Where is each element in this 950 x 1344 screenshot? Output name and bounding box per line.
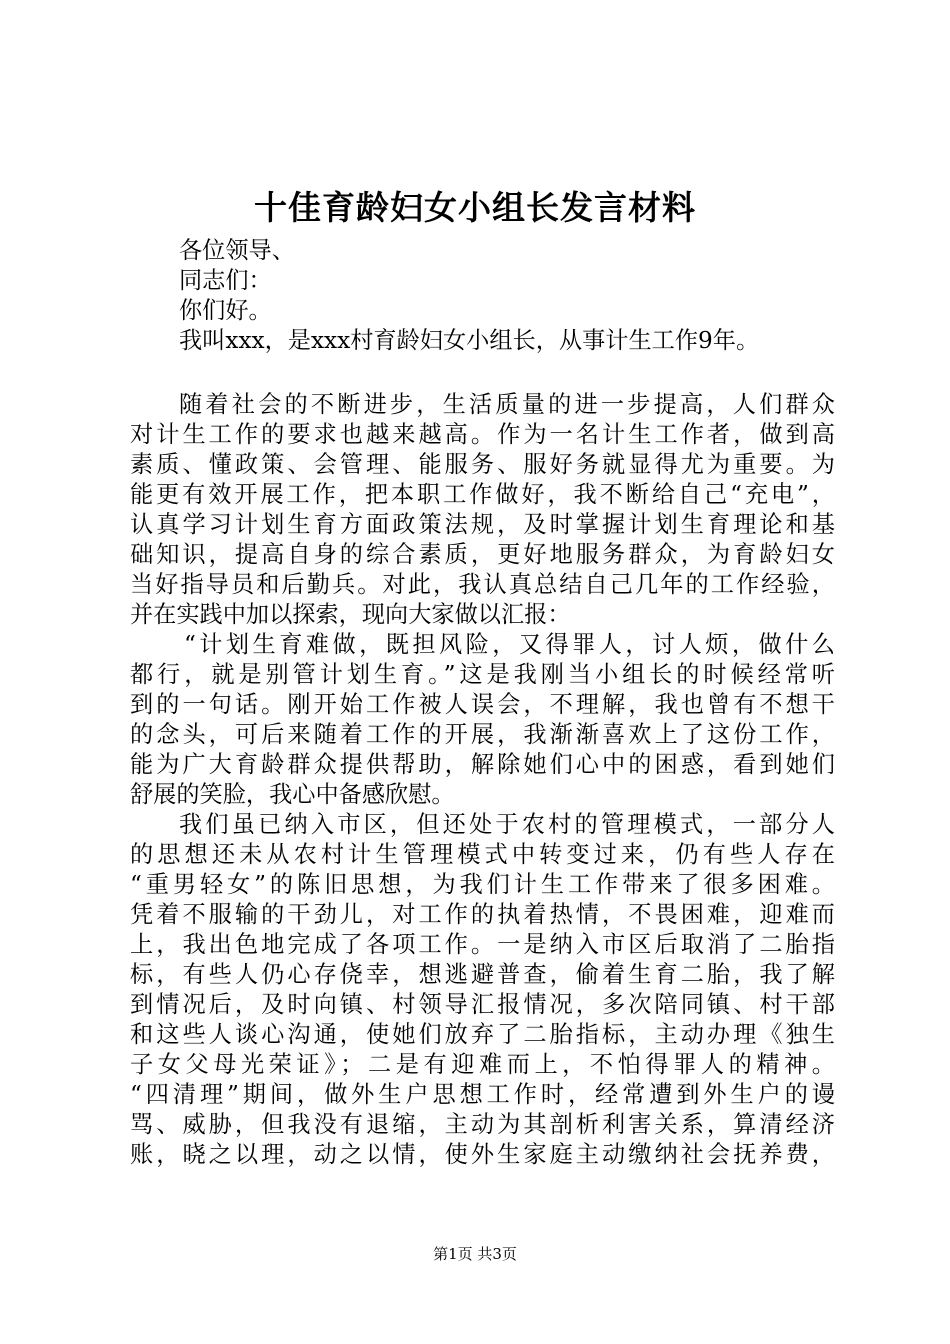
paragraph-line: 对计生工作的要求也越来越高。作为一名计生工作者，做到高	[130, 421, 835, 448]
paragraph-line: 随着社会的不断进步，生活质量的进一步提高，人们群众	[179, 391, 835, 418]
paragraph-line: 当好指导员和后勤兵。对此，我认真总结自己几年的工作经验，	[130, 571, 835, 598]
paragraph-1	[130, 390, 835, 630]
paragraph-3	[130, 810, 835, 1170]
paragraph-line: 舒展的笑脸，我心中备感欣慰。	[130, 781, 455, 808]
paragraph-line: 到的一句话。刚开始工作被人误会，不理解，我也曾有不想干	[130, 691, 835, 718]
paragraph-line: 能为广大育龄群众提供帮助，解除她们心中的困惑，看到她们	[130, 751, 835, 778]
paragraph-line: 和这些人谈心沟通，使她们放弃了二胎指标，主动办理《独生	[130, 1021, 835, 1048]
paragraph-line: “计划生育难做，既担风险，又得罪人，讨人烦，做什么	[184, 631, 835, 658]
paragraph-line: “重男轻女”的陈旧思想，为我们计生工作带来了很多困难。	[130, 871, 835, 898]
paragraph-line: 的思想还未从农村计生管理模式中转变过来，仍有些人存在	[130, 841, 835, 868]
paragraph-line: 上，我出色地完成了各项工作。一是纳入市区后取消了二胎指	[130, 931, 835, 958]
paragraph-2	[130, 630, 835, 810]
paragraph-line: 的念头，可后来随着工作的开展，我渐渐喜欢上了这份工作，	[130, 721, 835, 748]
paragraph-line: 子女父母光荣证》；二是有迎难而上，不怕得罪人的精神。	[130, 1051, 835, 1078]
paragraph-line: 并在实践中加以探索，现向大家做以汇报：	[130, 601, 571, 628]
paragraph-line: “四清理”期间，做外生户思想工作时，经常遭到外生户的谩	[130, 1081, 835, 1108]
greeting-line: 各位领导、	[179, 237, 295, 264]
greeting-line: 同志们：	[179, 267, 272, 294]
greeting-line: 你们好。	[179, 297, 272, 324]
document-body	[130, 236, 835, 1170]
paragraph-line: 骂、威胁，但我没有退缩，主动为其剖析利害关系，算清经济	[130, 1111, 835, 1138]
paragraph-line: 我们虽已纳入市区，但还处于农村的管理模式，一部分人	[179, 811, 835, 838]
paragraph-line: 认真学习计划生育方面政策法规，及时掌握计划生育理论和基	[130, 511, 835, 538]
paragraph-line: 素质、懂政策、会管理、能服务、服好务就显得尤为重要。为	[130, 451, 835, 478]
paragraph-line: 标，有些人仍心存侥幸，想逃避普查，偷着生育二胎，我了解	[130, 961, 835, 988]
paragraph-line: 能更有效开展工作，把本职工作做好，我不断给自己“充电”，	[130, 481, 835, 508]
document-title: 十佳育龄妇女小组长发言材料	[254, 188, 696, 227]
paragraph-line: 到情况后，及时向镇、村领导汇报情况，多次陪同镇、村干部	[130, 991, 835, 1018]
paragraph-line: 账，晓之以理，动之以情，使外生家庭主动缴纳社会抚养费，	[130, 1141, 835, 1168]
paragraph-line: 础知识，提高自身的综合素质，更好地服务群众，为育龄妇女	[130, 541, 835, 568]
paragraph-gap	[130, 356, 835, 390]
paragraph-line: 都行，就是别管计划生育。”这是我刚当小组长的时候经常听	[130, 661, 835, 688]
paragraph-line: 凭着不服输的干劲儿，对工作的执着热情，不畏困难，迎难而	[130, 901, 835, 928]
page-footer: 第1页 共3页	[433, 1245, 517, 1263]
intro-line: 我叫xxx，是xxx村育龄妇女小组长，从事计生工作9年。	[179, 327, 760, 354]
